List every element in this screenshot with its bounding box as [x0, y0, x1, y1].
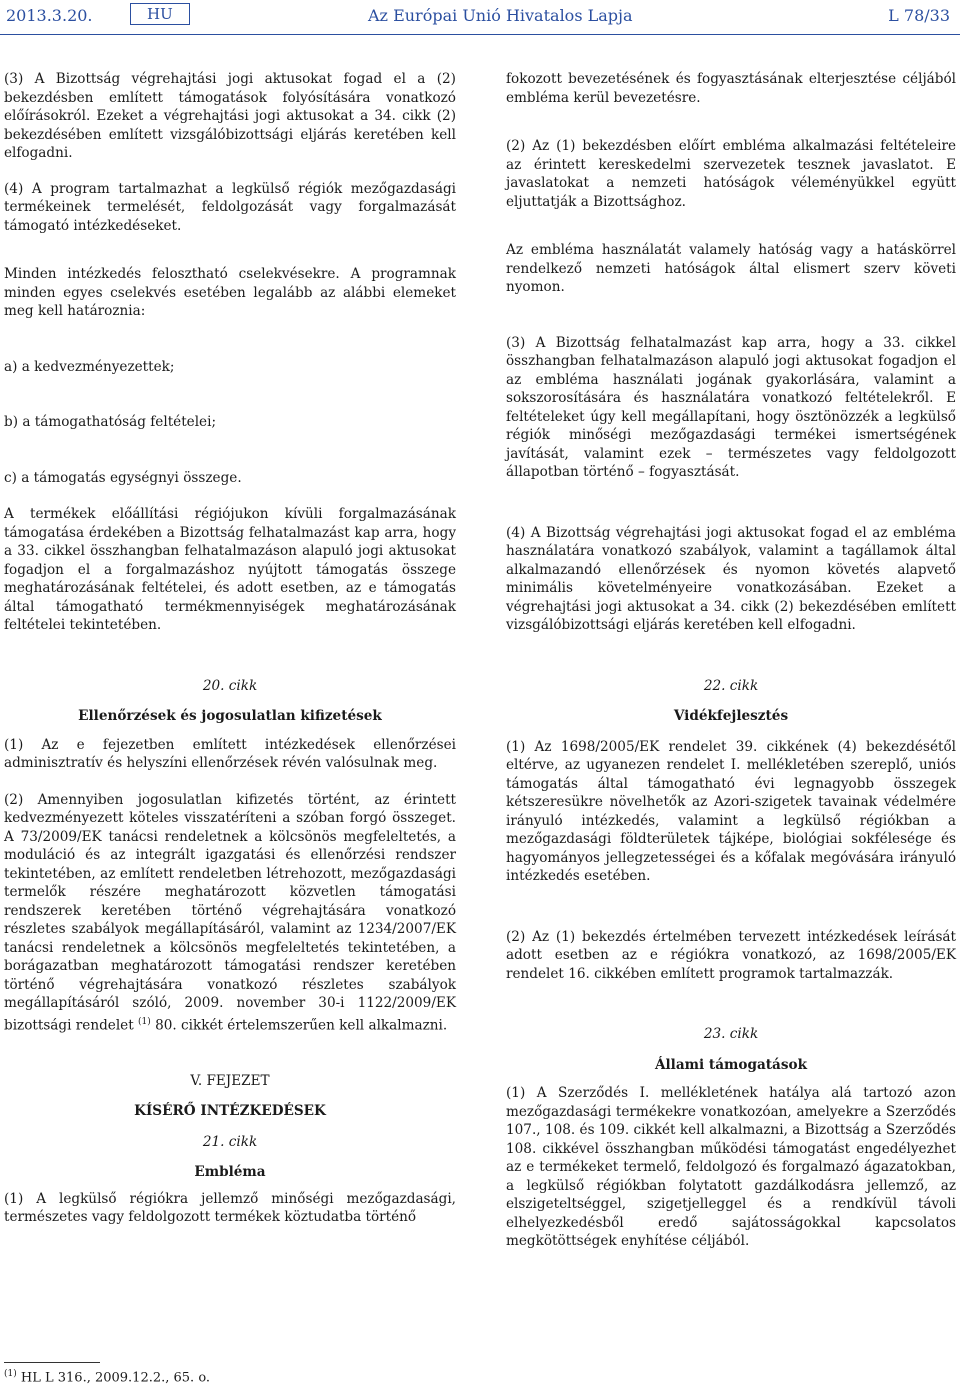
left-column [4, 70, 456, 1227]
paragraph: (3) A Bizottság felhatalmazást kap arra, hogy a 33. cikkel összhangban felhatalmazáson alapuló jogi aktusokat fogadjon el az embléma használati jogának gyakorlására, valamint a sokszorosítására és használatára vonatkozó feltételekről. E feltételeket úgy kell megállapítani, hogy ösztönözzék a legkülső régiók minőségi mezőgazdasági termékei ismertségének javítását, valamint ezek – természetes vagy feldolgozott állapotban történő – fogyasztását. [506, 334, 956, 480]
footnote-rule [4, 1362, 100, 1363]
article-number: 21. cikk [202, 1133, 258, 1150]
chapter-title: KÍSÉRŐ INTÉZKEDÉSEK [134, 1103, 326, 1120]
footnote [4, 1369, 210, 1385]
article-number: 22. cikk [703, 677, 759, 694]
paragraph: (1) A Szerződés I. mellékletének hatálya alá tartozó azon mezőgazdasági termékekre vonatkozóan, amelyekre a Szerződés 107., 108. és 109. cikkét kell alkalmazni, a Bizottság a Szerződés 108. cikkével összhangban működési támogatást engedélyezhet az e termékeket termelő, feldolgozó és forgalmazó ágazatokban, a legkülső régiókban folytatott gazdálkodásra jellemző, az elszigeteltséggel, szigetjelleggel és a rendkívül távoli elhelyezkedésből eredő sajátosságokkal kapcsolatos megkötöttségek enyhítése céljából. [506, 1085, 956, 1249]
header-date: 2013.3.20. [6, 6, 93, 25]
page-header [0, 0, 960, 40]
paragraph: fokozott bevezetésének és fogyasztásának elterjesztése céljából embléma kerül bevezetésre. [506, 71, 956, 106]
paragraph: Minden intézkedés felosztható cselekvésekre. A programnak minden egyes cselekvés esetében legalább az alábbi elemeket meg kell határoznia: [4, 266, 456, 319]
footnote-text: HL L 316., 2009.12.2., 65. o. [16, 1370, 211, 1386]
paragraph: (1) Az 1698/2005/EK rendelet 39. cikkének (4) bekezdésétől eltérve, az ugyanezen rendelet I. mellékletében szereplő, uniós támogatás által támogatható évi legnagyobb összegek kétszeresükre növelhetők az Azori-szigetek tavainak védelmére irányuló intézkedés, valamint a legkülső régiókban a mezőgazdasági földterületek tájképe, biológiai sokfélesége és hagyományos jellegzetességei és a kőfalak megóvására irányuló intézkedés esetében. [506, 738, 956, 884]
header-rule [0, 34, 960, 35]
list-item: b) a támogathatóság feltételei; [4, 414, 217, 430]
paragraph: A termékek előállítási régiójukon kívüli forgalmazásának támogatása érdekében a Bizottság felhatalmazást kap arra, hogy a 33. cikkel összhangban felhatalmazáson alapuló jogi aktusokat fogadjon el a forgalmazáshoz nyújtott támogatás összege meghatározásának feltételei, és adott esetben, az e támogatás által támogatható termékmennyiségek meghatározásának feltételei tekintetében. [4, 506, 456, 633]
paragraph: (4) A Bizottság végrehajtási jogi aktusokat fogad el az embléma használatára vonatkozó szabályok, valamint a tagállamok által alkalmazandó ellenőrzések és nyomon követés alapvető minimális követelményeire vonatkozásában. Ezeket a végrehajtási jogi aktusokat a 34. cikk (2) bekezdésében említett vizsgálóbizottsági eljárás keretében kell elfogadni. [506, 524, 956, 633]
page-number: L 78/33 [888, 6, 950, 25]
paragraph-text: (2) Amennyiben jogosulatlan kifizetés történt, az érintett kedvezményezett köteles visszatéríteni a szóban forgó összeget. A 73/2009/EK tanácsi rendeletnek a kölcsönös megfeleltetés, a moduláció és az integrált igazgatási és ellenőrzési rendszer tekintetében, az említett rendeletben létrehozott, mezőgazdasági termelők részére meghatározott közvetlen támogatási rendszerek keretében történő végrehajtására vonatkozó részletes szabályok megállapításáról, valamint az 1234/2007/EK tanácsi rendeletnek a kölcsönös megfeleltetés tekintetében, a borágazatban meghatározott támogatási rendszer keretében történő végrehajtására vonatkozó részletes szabályok megállapításáról szóló, 2009. november 30-i 1122/2009/EK bizottsági rendelet [4, 791, 456, 1034]
footnote-marker: (1) [4, 1369, 17, 1379]
paragraph: (4) A program tartalmazhat a legkülső régiók mezőgazdasági termékeinek termelését, feldolgozását vagy forgalmazását támogató intézkedéseket. [4, 180, 456, 234]
paragraph [4, 791, 456, 1035]
footnote-ref: (1) [138, 1016, 151, 1027]
article-title: Ellenőrzések és jogosulatlan kifizetések [78, 708, 382, 724]
article-title: Embléma [194, 1164, 266, 1181]
paragraph: (1) Az e fejezetben említett intézkedések ellenőrzései adminisztratív és helyszíni ellenőrzések révén valósulnak meg. [4, 736, 456, 771]
article-title: Állami támogatások [654, 1056, 808, 1073]
paragraph: (3) A Bizottság végrehajtási jogi aktusokat fogad el a (2) bekezdésben említett támogatások folyósítására vonatkozó előírásokról. Ezeket a végrehajtási jogi aktusokat a 34. cikk (2) bekezdésében említett vizsgálóbizottsági eljárás keretében kell elfogadni. [4, 71, 456, 161]
paragraph: (2) Az (1) bekezdésben előírt embléma alkalmazási feltételeire az érintett kereskedelmi szervezetek tesznek javaslatot. E javaslatokat a nemzeti hatóságok véleményükkel együtt eljuttatják a Bizottsághoz. [506, 138, 956, 210]
paragraph: (2) Az (1) bekezdés értelmében tervezett intézkedések leírását adott esetben az e régiókra vonatkozó, az 1698/2005/EK rendelet 16. cikkében említett programok tartalmazzák. [506, 928, 956, 982]
journal-title: Az Európai Unió Hivatalos Lapja [368, 6, 633, 25]
language-badge: HU [130, 3, 190, 25]
article-title: Vidékfejlesztés [673, 708, 789, 724]
chapter-number: V. FEJEZET [190, 1072, 270, 1089]
right-column [506, 70, 956, 1251]
paragraph: Az embléma használatát valamely hatóság vagy a hatáskörrel rendelkező nemzeti hatóságok által elismert szerv követi nyomon. [506, 242, 956, 295]
paragraph: (1) A legkülső régiókra jellemző minőségi mezőgazdasági, természetes vagy feldolgozott termékek köztudatba történő [4, 1190, 456, 1226]
list-item: a) a kedvezményezettek; [4, 358, 175, 375]
article-number: 23. cikk [703, 1026, 759, 1042]
list-item: c) a támogatás egységnyi összege. [4, 469, 242, 486]
article-number: 20. cikk [202, 677, 258, 694]
paragraph-text: 80. cikkét értelemszerűen kell alkalmazni. [150, 1017, 448, 1034]
